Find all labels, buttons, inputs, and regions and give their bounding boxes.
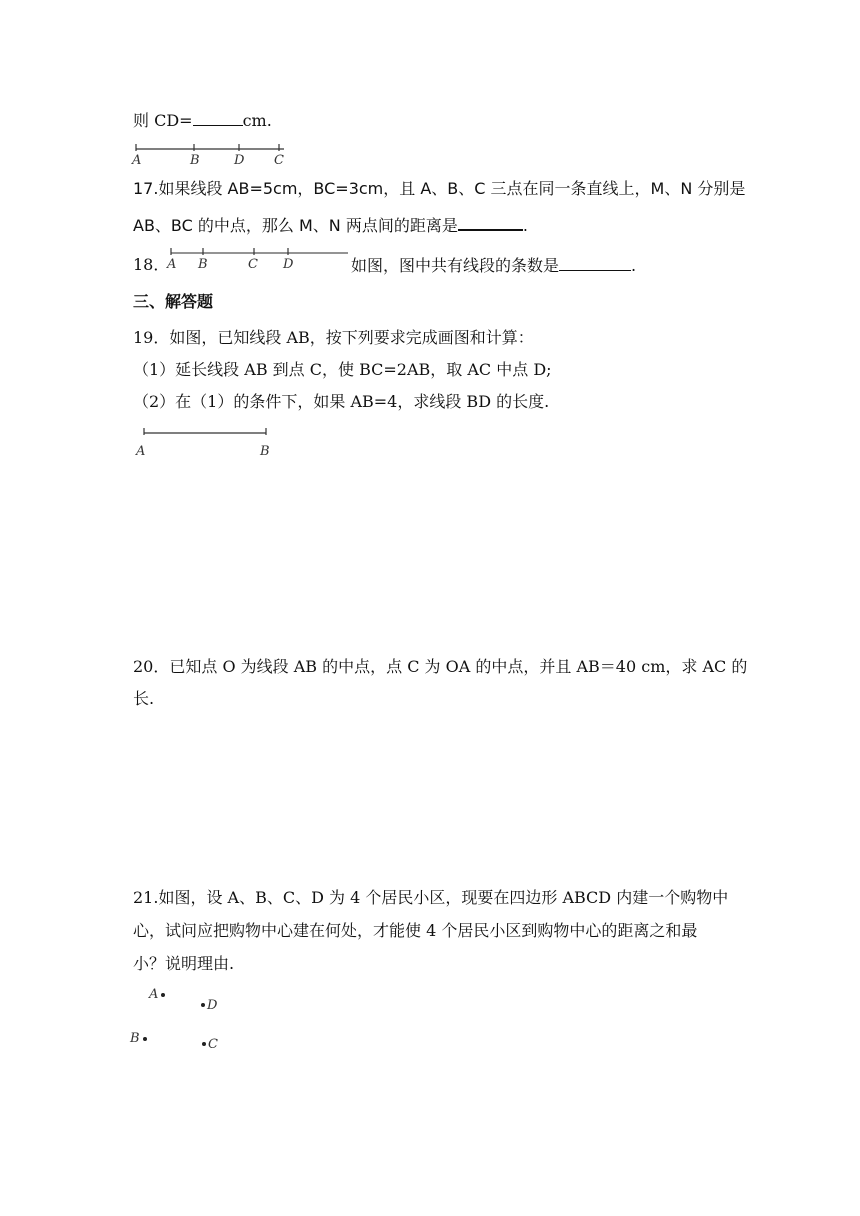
fig21-point-d <box>201 1003 205 1007</box>
fig18-label-c: C <box>248 257 258 272</box>
fig16-segment-diagram <box>132 143 292 167</box>
fig19-label-a: A <box>136 444 146 459</box>
q16-suffix: cm. <box>242 111 272 130</box>
fig16-label-a: A <box>132 153 142 168</box>
fig21-point-b <box>143 1037 147 1041</box>
fig21-label-a: A <box>149 987 159 1002</box>
q21-line3: 小？说明理由. <box>133 954 235 973</box>
q19-line2: （1）延长线段 AB 到点 C，使 BC=2AB，取 AC 中点 D; <box>133 360 552 379</box>
fig21-point-c <box>202 1042 206 1046</box>
q17-line2-text: AB、BC 的中点，那么 M、N 两点间的距离是 <box>133 216 458 235</box>
fig18-label-b: B <box>198 257 208 272</box>
fig16-label-b: B <box>190 153 200 168</box>
q16-prefix: 则 CD= <box>133 111 193 130</box>
q17-answer-blank <box>458 213 523 231</box>
q18-text: 如图，图中共有线段的条数是 <box>351 256 560 275</box>
fig18-label-d: D <box>283 257 294 272</box>
q17-line2 <box>133 213 528 237</box>
q19-line3: （2）在（1）的条件下，如果 AB=4，求线段 BD 的长度. <box>133 392 550 411</box>
q20-line1: 20．已知点 O 为线段 AB 的中点，点 C 为 OA 的中点，并且 AB＝40 cm，求 AC 的 <box>133 657 748 676</box>
fig16-label-d: D <box>234 153 245 168</box>
q18-suffix: . <box>631 256 637 275</box>
q16-answer-line <box>133 109 272 132</box>
section-title: 三、解答题 <box>133 292 214 311</box>
q17-line1: 17.如果线段 AB=5cm，BC=3cm，且 A、B、C 三点在同一条直线上，M、N 分别是 <box>133 179 746 198</box>
fig21-label-b: B <box>130 1031 140 1046</box>
fig21-point-a <box>161 993 165 997</box>
q21-line2: 心，试问应把购物中心建在何处，才能使 4 个居民小区到购物中心的距离之和最 <box>133 921 698 940</box>
fig21-points-diagram <box>128 985 238 1060</box>
q20-line2: 长. <box>133 689 155 708</box>
q21-line1: 21.如图，设 A、B、C、D 为 4 个居民小区，现要在四边形 ABCD 内建一个购物中 <box>133 888 729 907</box>
fig19-segment-diagram <box>136 427 276 461</box>
q17-suffix: . <box>522 216 528 235</box>
fig18-segment-diagram <box>167 247 352 271</box>
q18-number: 18． <box>133 255 170 274</box>
q18-question <box>351 254 636 277</box>
q19-line1: 19．如图，已知线段 AB，按下列要求完成画图和计算： <box>133 328 534 347</box>
fig16-label-c: C <box>274 153 284 168</box>
q16-answer-blank <box>193 109 243 126</box>
fig21-label-c: C <box>208 1037 218 1052</box>
fig18-label-a: A <box>167 257 177 272</box>
q18-answer-blank <box>559 254 631 271</box>
fig21-label-d: D <box>207 998 218 1013</box>
fig19-label-b: B <box>260 444 270 459</box>
